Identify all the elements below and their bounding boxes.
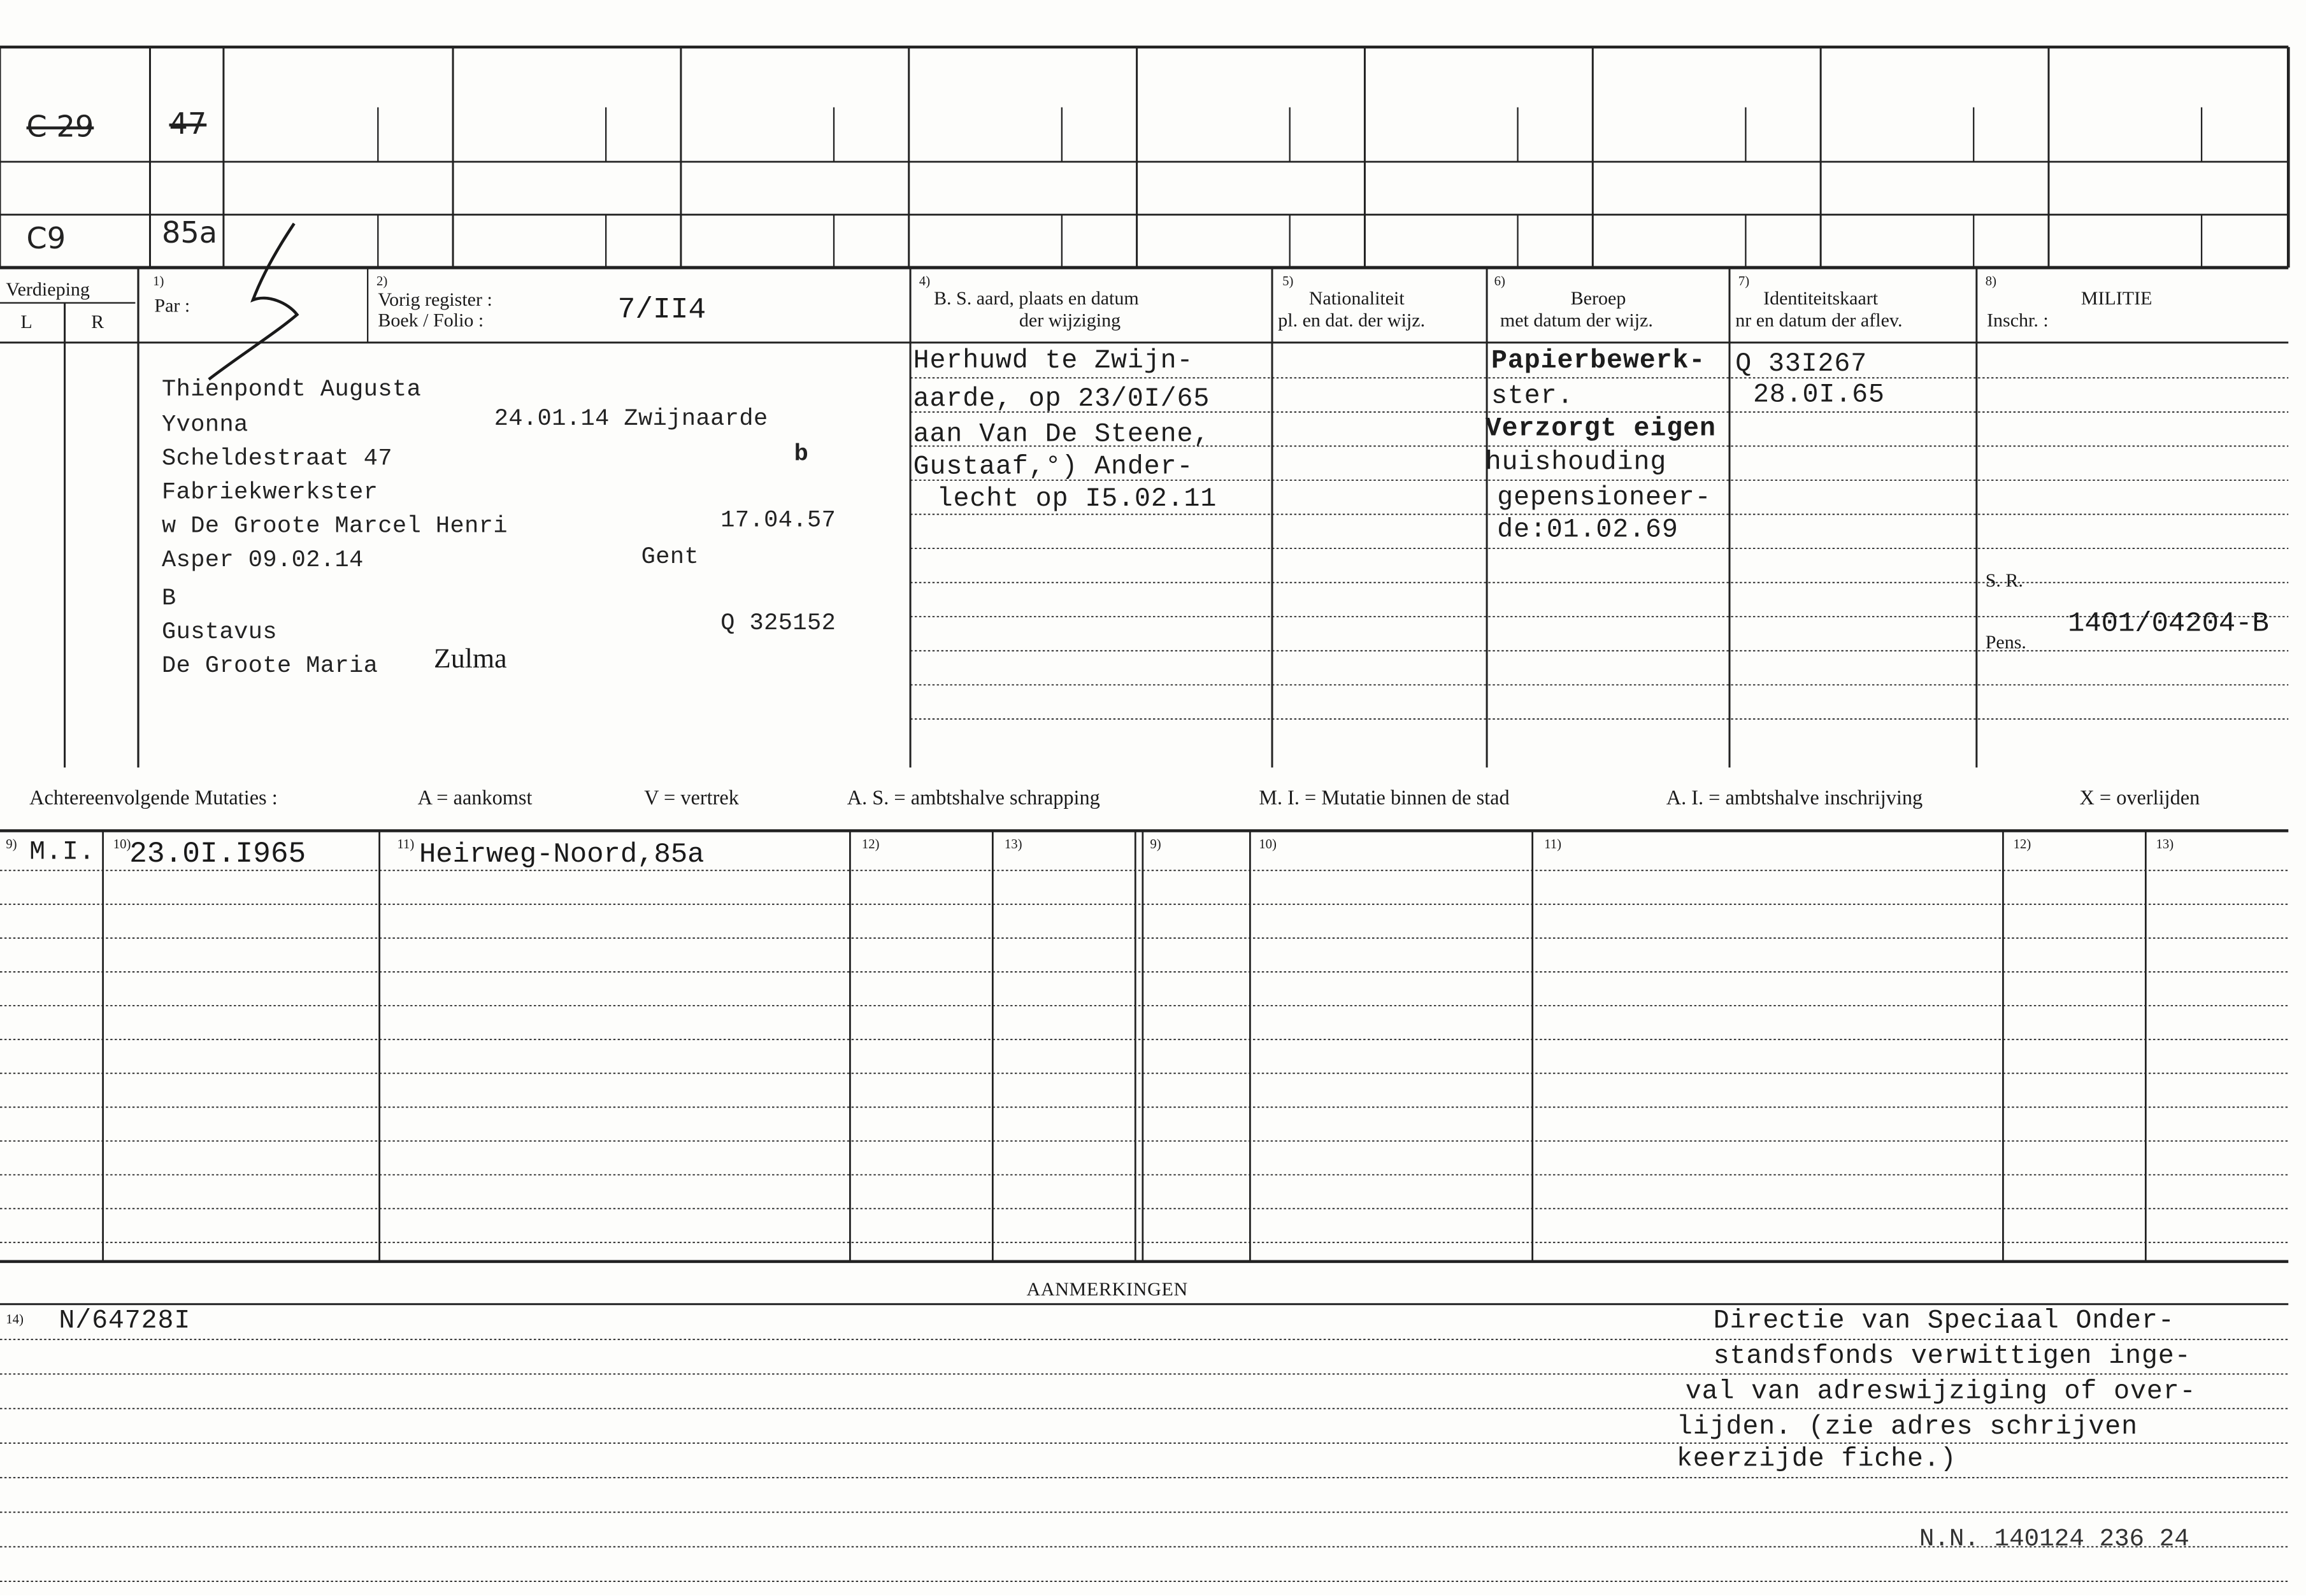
wijziging-line-3: aan Van De Steene, (913, 420, 1210, 450)
col2-number: 2) (376, 273, 388, 289)
bs-header-line2: der wijziging (1019, 308, 1121, 331)
register-number-crossed (169, 106, 206, 141)
beroep-line-1: Papierbewerk- (1491, 346, 1706, 377)
boek-folio-value: 7/II4 (617, 294, 706, 328)
birth-date-place: 24.01.14 Zwijnaarde (494, 406, 768, 432)
wijziging-line-2: aarde, op 23/0I/65 (913, 385, 1210, 415)
aanmerkingen-title: AANMERKINGEN (1026, 1278, 1188, 1300)
mutatie-col12-number: 12) (861, 836, 880, 851)
legend-vertrek: V = vertrek (644, 788, 739, 811)
beroep-line-5: gepensioneer- (1497, 483, 1712, 513)
mutaties-legend-title: Achtereenvolgende Mutaties : (29, 788, 278, 811)
note-line-2: standsfonds verwittigen inge- (1713, 1342, 2191, 1372)
beroep-line-2: ster. (1491, 382, 1574, 412)
boek-folio-label: Boek / Folio : (378, 308, 484, 331)
verdieping-label: Verdieping (6, 278, 90, 300)
identiteitskaart-header-line2: nr en datum der aflev. (1735, 308, 1903, 331)
person-id-number: Q 325152 (720, 610, 836, 637)
handwritten-zulma: Zulma (434, 644, 507, 675)
pens-label: Pens. (1985, 631, 2026, 653)
beroep-header-line2: met datum der wijz. (1500, 308, 1653, 331)
mutatie-right-col12-number: 12) (2013, 836, 2031, 851)
note-line-3: val van adreswijziging of over- (1685, 1378, 2196, 1407)
wijziging-line-5: lecht op I5.02.11 (936, 485, 1217, 515)
col6-number: 6) (1494, 273, 1505, 289)
aanmerkingen-number-label: 14) (6, 1311, 24, 1327)
death-place: Gent (641, 544, 699, 571)
mutatie-right-col9-number: 9) (1150, 836, 1161, 851)
note-line-1: Directie van Speciaal Onder- (1713, 1307, 2175, 1337)
identiteitskaart-header-line1: Identiteitskaart (1763, 287, 1879, 309)
mutatie-col13-number: 13) (1004, 836, 1022, 851)
legend-overlijden: X = overlijden (2079, 788, 2200, 811)
register-c-value: C 29 (26, 108, 94, 145)
beroep-line-3: Verzorgt eigen (1485, 415, 1716, 445)
col5-number: 5) (1282, 273, 1294, 289)
mutatie-col9-number: 9) (6, 836, 17, 851)
register-number-current: 85a (161, 215, 218, 250)
person-line-4: Fabriekwerkster (161, 479, 378, 506)
person-line-5: w De Groote Marcel Henri (161, 513, 508, 540)
register-number-value: 47 (169, 106, 207, 141)
register-c-crossed (27, 109, 94, 144)
national-number: N.N. 140124 236 24 (1919, 1526, 2189, 1555)
death-date: 17.04.57 (720, 507, 836, 534)
beroep-line-4: huishouding (1485, 448, 1667, 478)
person-line-7: B (161, 585, 176, 612)
bs-header-line1: B. S. aard, plaats en datum (934, 287, 1139, 309)
col4-number: 4) (919, 273, 931, 289)
col1-number: 1) (153, 273, 164, 289)
legend-mutatie-binnen-stad: M. I. = Mutatie binnen de stad (1259, 788, 1510, 811)
verdieping-L: L (20, 310, 32, 332)
aanmerkingen-reference: N/64728I (59, 1307, 191, 1337)
pens-value: 1401/04204-B (2067, 607, 2269, 640)
wijziging-line-4: Gustaaf,°) Ander- (913, 453, 1194, 483)
note-line-4: lijden. (zie adres schrijven (1676, 1413, 2138, 1443)
mark-b: b (794, 441, 809, 468)
mutatie-right-col11-number: 11) (1544, 836, 1562, 851)
legend-ambtshalve-schrapping: A. S. = ambtshalve schrapping (847, 788, 1100, 811)
person-line-2: Yvonna (161, 411, 248, 438)
note-line-5: keerzijde fiche.) (1676, 1445, 1957, 1475)
mutatie-col11-number: 11) (397, 836, 415, 851)
militie-header: MILITIE (2080, 287, 2152, 309)
legend-aankomst: A = aankomst (417, 788, 533, 811)
mutatie-col10-number: 10) (113, 836, 131, 851)
identiteitskaart-number: Q 33I267 (1735, 350, 1868, 380)
nationaliteit-header-line2: pl. en dat. der wijz. (1278, 308, 1426, 331)
mutatie-date: 23.0I.I965 (129, 837, 306, 873)
beroep-line-6: de:01.02.69 (1497, 516, 1679, 546)
mutatie-right-col10-number: 10) (1259, 836, 1277, 851)
person-line-3: Scheldestraat 47 (161, 445, 393, 473)
person-line-8: Gustavus (161, 618, 278, 646)
col8-number: 8) (1985, 273, 1997, 289)
mutatie-type: M.I. (29, 837, 96, 868)
person-line-1: Thienpondt Augusta (161, 376, 422, 403)
col7-number: 7) (1738, 273, 1750, 289)
person-line-9: De Groote Maria (161, 653, 378, 680)
mutatie-right-col13-number: 13) (2156, 836, 2174, 851)
handwritten-flourish (209, 224, 297, 380)
legend-ambtshalve-inschrijving: A. I. = ambtshalve inschrijving (1666, 788, 1923, 811)
person-line-6: Asper 09.02.14 (161, 546, 364, 574)
verdieping-R: R (91, 310, 104, 332)
inschr-label: Inschr. : (1987, 308, 2049, 331)
vorig-register-label: Vorig register : (378, 288, 492, 311)
mutatie-address: Heirweg-Noord,85a (419, 837, 705, 871)
nationaliteit-header-line1: Nationaliteit (1308, 287, 1405, 309)
wijziging-line-1: Herhuwd te Zwijn- (913, 346, 1194, 377)
register-c-current: C9 (26, 220, 66, 256)
sr-label: S. R. (1985, 569, 2023, 592)
identiteitskaart-date: 28.0I.65 (1752, 380, 1885, 411)
beroep-header-line1: Beroep (1570, 287, 1626, 309)
par-label: Par : (154, 294, 190, 317)
